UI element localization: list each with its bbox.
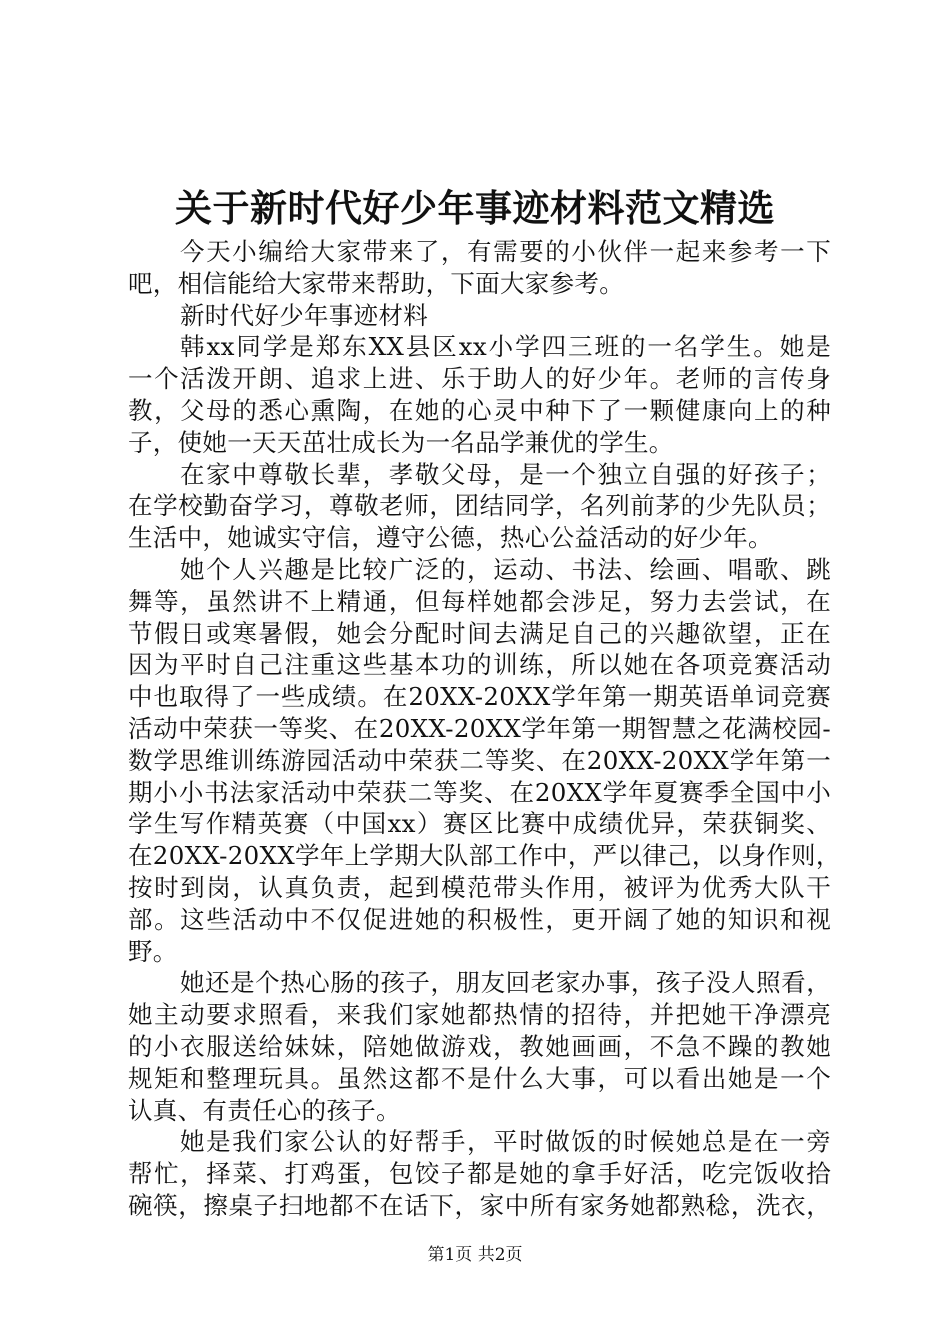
body-line: 认真、有责任心的孩子。	[128, 1095, 401, 1125]
page-footer: 第1页 共2页	[427, 1245, 523, 1265]
body-line: 子，使她一天天茁壮成长为一名品学兼优的学生。	[128, 427, 674, 457]
body-line: 舞等，虽然讲不上精通，但每样她都会涉足，努力去尝试，在	[128, 586, 831, 616]
body-line: 韩xx同学是郑东XX县区xx小学四三班的一名学生。她是	[180, 332, 831, 362]
body-line: 中也取得了一些成绩。在20XX-20XX学年第一期英语单词竞赛	[128, 682, 831, 712]
body-line: 期小小书法家活动中荣获二等奖、在20XX学年夏赛季全国中小	[128, 777, 831, 807]
body-line: 在学校勤奋学习，尊敬老师，团结同学，名列前茅的少先队员；	[128, 491, 831, 521]
body-line: 在家中尊敬长辈，孝敬父母，是一个独立自强的好孩子；	[180, 459, 831, 489]
body-line: 节假日或寒暑假，她会分配时间去满足自己的兴趣欲望，正在	[128, 618, 831, 648]
body-line: 野。	[128, 936, 178, 966]
body-line: 教，父母的悉心熏陶，在她的心灵中种下了一颗健康向上的种	[128, 395, 831, 425]
body-line: 她个人兴趣是比较广泛的，运动、书法、绘画、唱歌、跳	[180, 554, 831, 584]
body-line: 的小衣服送给妹妹，陪她做游戏，教她画画，不急不躁的教她	[128, 1031, 831, 1061]
document-title: 关于新时代好少年事迹材料范文精选	[175, 186, 775, 230]
body-line: 她是我们家公认的好帮手，平时做饭的时候她总是在一旁	[180, 1127, 831, 1157]
body-line: 按时到岗，认真负责，起到模范带头作用，被评为优秀大队干	[128, 872, 831, 902]
body-line: 因为平时自己注重这些基本功的训练，所以她在各项竞赛活动	[128, 650, 831, 680]
body-line: 规矩和整理玩具。虽然这都不是什么大事，可以看出她是一个	[128, 1063, 831, 1093]
body-line: 一个活泼开朗、追求上进、乐于助人的好少年。老师的言传身	[128, 364, 831, 394]
body-line: 活动中荣获一等奖、在20XX-20XX学年第一期智慧之花满校园-	[128, 713, 831, 743]
body-line: 她还是个热心肠的孩子，朋友回老家办事，孩子没人照看，	[180, 968, 831, 998]
body-line: 今天小编给大家带来了，有需要的小伙伴一起来参考一下	[180, 237, 831, 266]
body-line: 生活中，她诚实守信，遵守公德，热心公益活动的好少年。	[128, 523, 773, 553]
body-line: 数学思维训练游园活动中荣获二等奖、在20XX-20XX学年第一	[128, 745, 831, 775]
body-line: 部。这些活动中不仅促进她的积极性，更开阔了她的知识和视	[128, 904, 831, 934]
body-line: 学生写作精英赛（中国xx）赛区比赛中成绩优异，荣获铜奖、	[128, 809, 831, 839]
body-line: 新时代好少年事迹材料	[180, 300, 428, 330]
body-line: 她主动要求照看，来我们家她都热情的招待，并把她干净漂亮	[128, 1000, 831, 1030]
body-line: 碗筷，擦桌子扫地都不在话下，家中所有家务她都熟稔，洗衣，	[128, 1190, 831, 1220]
body-line: 在20XX-20XX学年上学期大队部工作中，严以律己，以身作则，	[128, 841, 841, 871]
document-body	[128, 236, 841, 1222]
body-line: 帮忙，择菜、打鸡蛋，包饺子都是她的拿手好活，吃完饭收拾	[128, 1159, 831, 1189]
body-line: 吧，相信能给大家带来帮助，下面大家参考。	[128, 268, 624, 298]
